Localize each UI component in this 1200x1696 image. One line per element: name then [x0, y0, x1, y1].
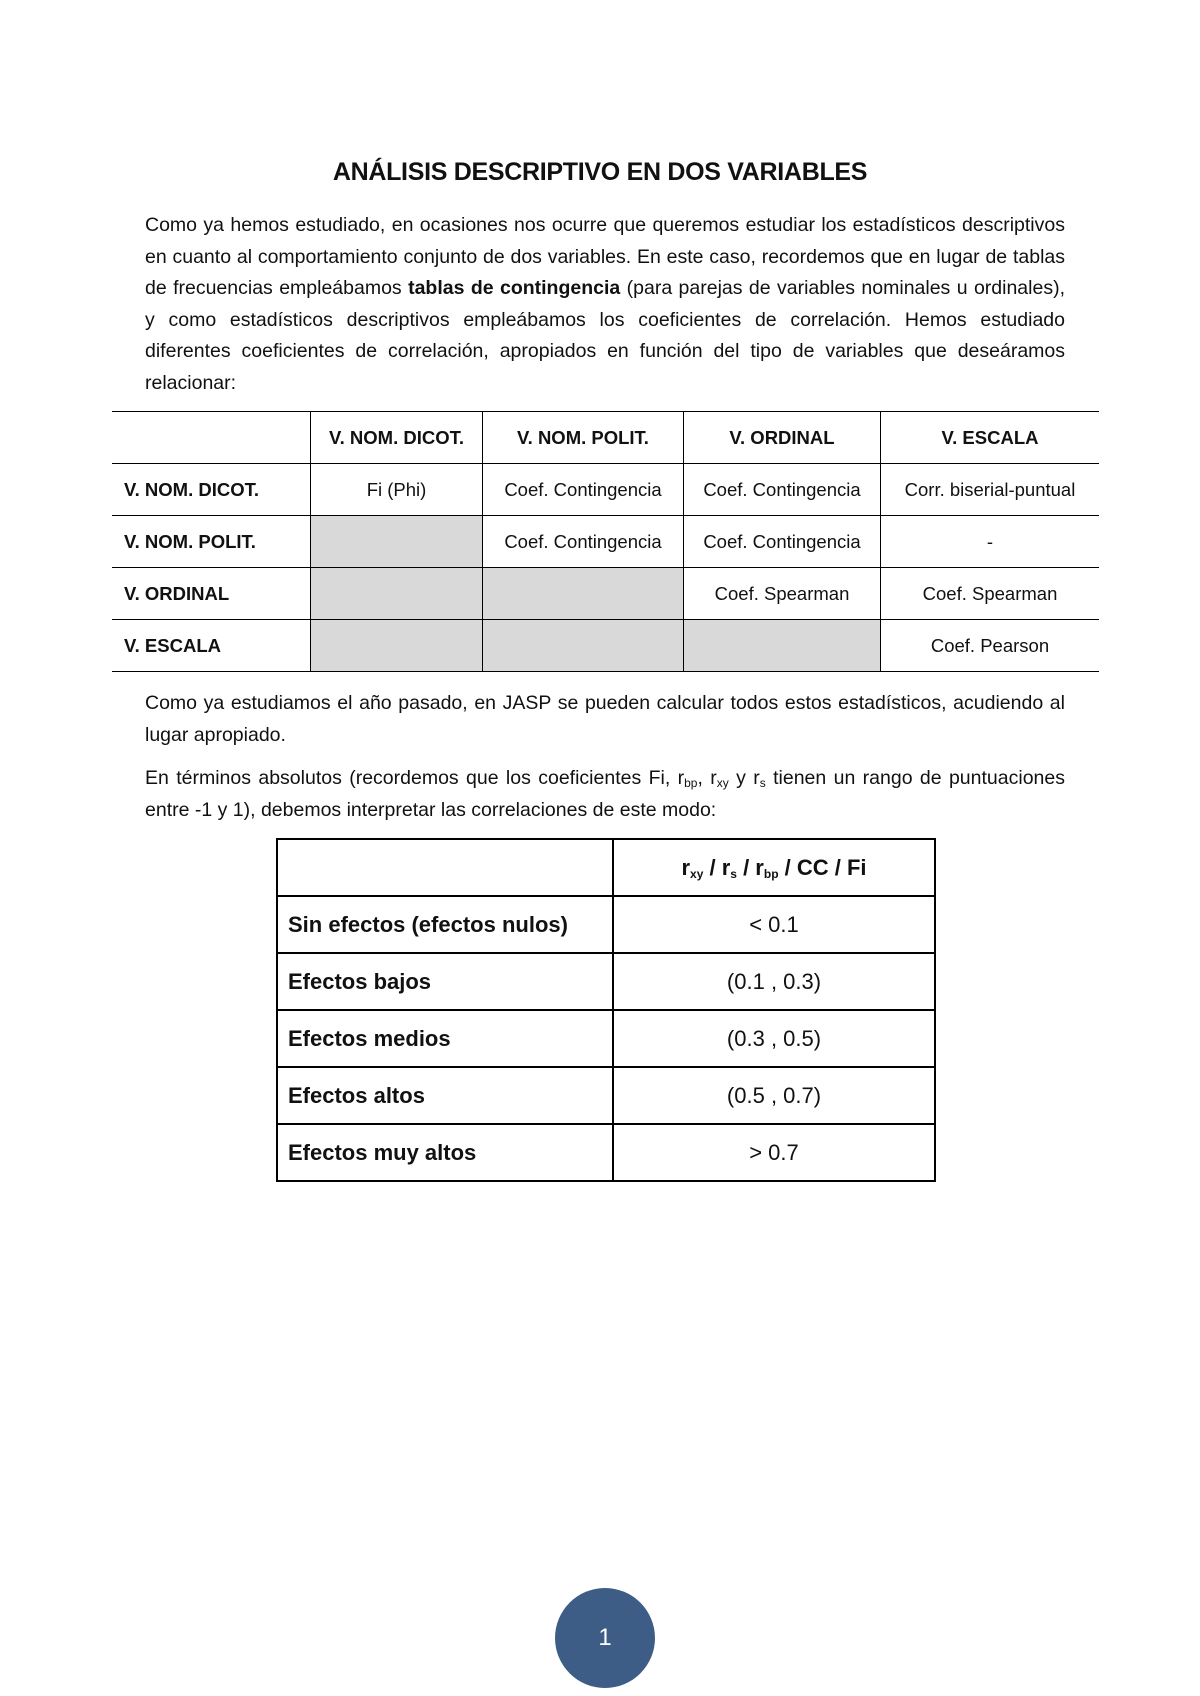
header-cell: V. NOM. POLIT. [483, 412, 684, 464]
table-cell: Coef. Spearman [684, 568, 881, 620]
header-cell: V. ORDINAL [684, 412, 881, 464]
table-cell: Coef. Contingencia [684, 464, 881, 516]
header-cell: $r_{xy} / r_s / r_{bp}$ / CC / Fi [613, 839, 935, 896]
table-header-row [112, 412, 1099, 464]
header-cell: V. NOM. DICOT. [311, 412, 483, 464]
row-header: V. ESCALA [112, 620, 311, 672]
interpretation-table [276, 838, 936, 1182]
shaded-cell [684, 620, 881, 672]
table-cell: > 0.7 [613, 1124, 935, 1181]
header-cell [112, 412, 311, 464]
table-cell: Fi (Phi) [311, 464, 483, 516]
table-cell: Coef. Pearson [881, 620, 1100, 672]
table-row [112, 516, 1099, 568]
table-cell: - [881, 516, 1100, 568]
table-cell: Coef. Contingencia [483, 464, 684, 516]
table-header-row [277, 839, 935, 896]
row-header: Efectos medios [277, 1010, 613, 1067]
shaded-cell [311, 516, 483, 568]
shaded-cell [483, 568, 684, 620]
table-cell: Corr. biserial-puntual [881, 464, 1100, 516]
page-title: ANÁLISIS DESCRIPTIVO EN DOS VARIABLES [332, 158, 868, 186]
table-row [112, 620, 1099, 672]
table-cell: < 0.1 [613, 896, 935, 953]
correlation-table [112, 411, 1099, 672]
interpretation-paragraph: En términos absolutos (recordemos que los coeficientes Fi, $r_{bp}$, $r_{xy}$ y $r_s$ tienen un rango de puntuaciones entre -1 y 1), debemos interpretar las correlaciones de este modo: [145, 767, 1065, 821]
row-header: V. NOM. POLIT. [112, 516, 311, 568]
table-cell: (0.1 , 0.3) [613, 953, 935, 1010]
table-row [112, 568, 1099, 620]
table-row [277, 896, 935, 953]
table-cell: (0.5 , 0.7) [613, 1067, 935, 1124]
shaded-cell [311, 620, 483, 672]
shaded-cell [311, 568, 483, 620]
intro-paragraph: Como ya hemos estudiado, en ocasiones nos ocurre que queremos estudiar los estadísticos descriptivos en cuanto al comportamiento conjunto de dos variables. En este caso, recordemos que en lugar de tablas de frecuencias empleábamos tablas de contingencia (para parejas de variables nominales u ordinales), y como estadísticos descriptivos empleábamos los coeficientes de correlación. Hemos estudiado diferentes coeficientes de correlación, apropiados en función del tipo de variables que deseáramos relacionar: [145, 214, 1065, 394]
table-row [112, 464, 1099, 516]
table-row [277, 953, 935, 1010]
table-row [277, 1067, 935, 1124]
table-row [277, 1124, 935, 1181]
row-header: Efectos bajos [277, 953, 613, 1010]
header-cell: V. ESCALA [881, 412, 1100, 464]
table-cell: Coef. Contingencia [684, 516, 881, 568]
row-header: Sin efectos (efectos nulos) [277, 896, 613, 953]
row-header: V. ORDINAL [112, 568, 311, 620]
row-header: V. NOM. DICOT. [112, 464, 311, 516]
jasp-paragraph: Como ya estudiamos el año pasado, en JASP se pueden calcular todos estos estadísticos, acudiendo al lugar apropiado. [145, 692, 1065, 746]
table-cell: (0.3 , 0.5) [613, 1010, 935, 1067]
shaded-cell [483, 620, 684, 672]
page-number-badge: 1 [555, 1588, 655, 1688]
table-row [277, 1010, 935, 1067]
row-header: Efectos muy altos [277, 1124, 613, 1181]
row-header: Efectos altos [277, 1067, 613, 1124]
bold-term: tablas de contingencia [408, 277, 621, 299]
table-cell: Coef. Contingencia [483, 516, 684, 568]
table-cell: Coef. Spearman [881, 568, 1100, 620]
header-cell-empty [277, 839, 613, 896]
